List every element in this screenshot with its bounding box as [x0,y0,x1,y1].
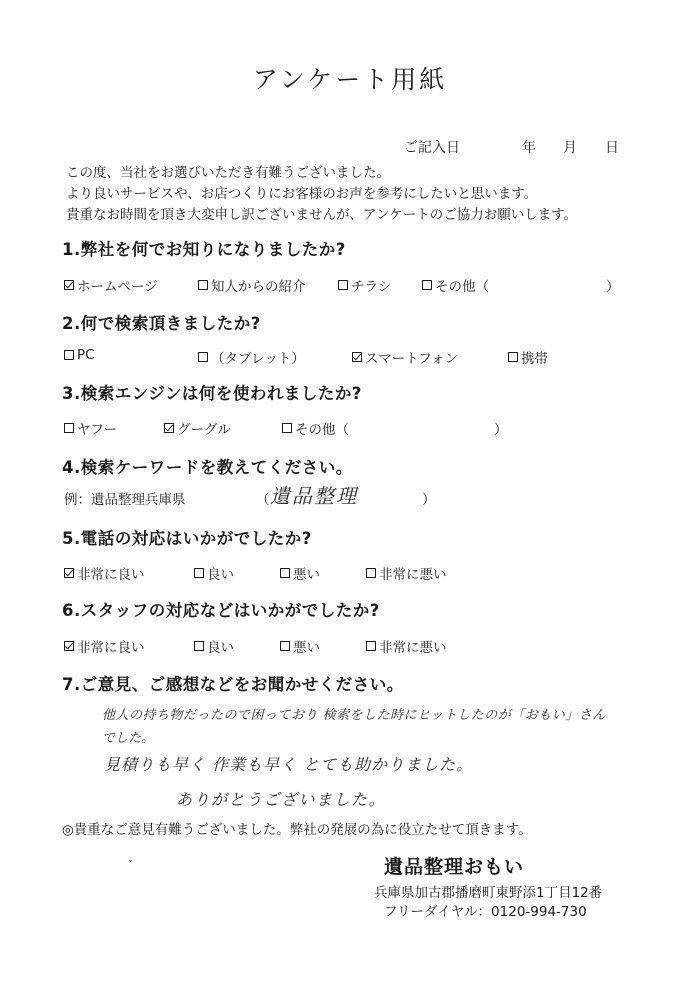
option-label: 良い [207,640,234,656]
checkbox-icon[interactable] [64,641,74,651]
q3-option-google[interactable] [164,418,231,438]
q5-option-very-good[interactable] [64,563,145,583]
q7-answer-line-1[interactable]: 他人の持ち物だったので困っており 検索をした時にヒットしたのが「おもい」さん [102,708,606,723]
checkbox-icon[interactable] [508,352,518,362]
option-label: 非常に良い [77,640,145,656]
question-5: 5.電話の対応はいかがでしたか? [62,529,312,548]
option-label: 非常に良い [77,567,145,583]
option-label: 良い [207,567,234,583]
option-label: スマートフォン [365,351,459,367]
date-year: 年 [522,140,536,156]
q5-option-bad[interactable] [280,563,320,583]
date-day: 日 [605,140,619,156]
checkbox-icon[interactable] [366,568,376,578]
option-label: 悪い [293,567,320,583]
q3-option-yahoo[interactable] [64,418,117,438]
q3-option-other[interactable] [282,418,349,438]
q6-option-very-good[interactable] [64,636,145,656]
question-4: 4.検索ケーワードを教えてください。 [62,458,353,477]
checkbox-icon[interactable] [64,280,74,290]
q5-option-very-bad[interactable] [366,563,447,583]
checkbox-icon[interactable] [198,352,208,362]
form-title: アンケート用紙 [252,65,448,94]
option-label: その他（ [435,279,489,295]
intro-line-1: この度、当社をお選びいただき有難うございました。 [66,165,390,181]
checkbox-icon[interactable] [194,641,204,651]
q4-example: 例：遺品整理兵庫県 [64,492,186,508]
question-7: 7.ご意見、ご感想などをお聞かせください。 [62,675,404,694]
checkbox-icon[interactable] [282,423,292,433]
q6-option-good[interactable] [194,636,234,656]
q7-answer-line-2[interactable]: でした。 [102,731,155,746]
option-label: その他（ [295,422,349,438]
checkbox-icon[interactable] [198,280,208,290]
option-label: 悪い [293,640,320,656]
checkbox-icon[interactable] [64,568,74,578]
checkbox-icon[interactable] [64,350,74,360]
q1-option-other[interactable] [422,275,489,295]
q5-option-good[interactable] [194,563,234,583]
checkbox-icon[interactable] [164,423,174,433]
option-label: 知人からの紹介 [211,279,306,295]
option-label: 携帯 [521,351,548,367]
q3-other-close: ） [494,422,508,438]
question-3: 3.検索エンジンは何を使われましたか? [62,384,362,403]
q7-answer-line-3[interactable]: 見積りも早く 作業も早く とても助かりました。 [104,755,474,774]
q6-option-very-bad[interactable] [366,636,447,656]
q7-answer-line-4[interactable]: ありがとうございました。 [176,790,387,809]
option-label: チラシ [351,279,392,295]
q1-option-homepage[interactable] [64,275,158,295]
checkbox-icon[interactable] [64,423,74,433]
option-label: グーグル [177,422,231,438]
q2-option-pc[interactable] [64,347,95,363]
option-label: （タブレット） [211,351,305,367]
checkbox-icon[interactable] [352,352,362,362]
q6-option-bad[interactable] [280,636,320,656]
date-month: 月 [563,140,577,156]
company-address: 兵庫県加古郡播磨町東野添1丁目12番 [374,885,603,901]
question-1: 1.弊社を何でお知りになりましたか? [62,240,346,259]
option-label: ホームページ [77,279,158,295]
option-label: PC [77,347,95,363]
stray-mark: ˇ [128,860,133,871]
q2-option-tablet[interactable] [198,347,305,367]
checkbox-icon[interactable] [338,280,348,290]
option-label: 非常に悪い [379,640,447,656]
q1-other-close: ） [606,279,620,295]
company-phone: フリーダイヤル：0120-994-730 [384,904,587,920]
q1-option-flyer[interactable] [338,275,392,295]
q1-option-referral[interactable] [198,275,306,295]
q2-option-mobile[interactable] [508,347,548,367]
option-label: ヤフー [77,422,118,438]
date-label: ご記入日 [404,140,460,156]
checkbox-icon[interactable] [280,568,290,578]
checkbox-icon[interactable] [194,568,204,578]
intro-line-3: 貴重なお時間を頂き大変申し訳ございませんが、アンケートのご協力お願いします。 [66,207,578,223]
intro-line-2: より良いサービスや、お店つくりにお客様のお声を参考にしたいと思います。 [66,186,538,202]
checkbox-icon[interactable] [366,641,376,651]
question-2: 2.何で検索頂きましたか? [62,314,261,333]
company-name: 遺品整理おもい [384,856,525,878]
footer-note: ◎貴重なご意見有難うございました。弊社の発展の為に役立たせて頂きます。 [62,822,532,838]
q4-answer[interactable]: 遺品整理 [270,484,358,508]
q4-open-paren: （ [256,492,270,508]
q2-option-smartphone[interactable] [352,347,458,367]
option-label: 非常に悪い [379,567,447,583]
checkbox-icon[interactable] [280,641,290,651]
checkbox-icon[interactable] [422,280,432,290]
question-6: 6.スタッフの対応などはいかがでしたか? [62,601,380,620]
q4-close-paren: ） [422,492,436,508]
